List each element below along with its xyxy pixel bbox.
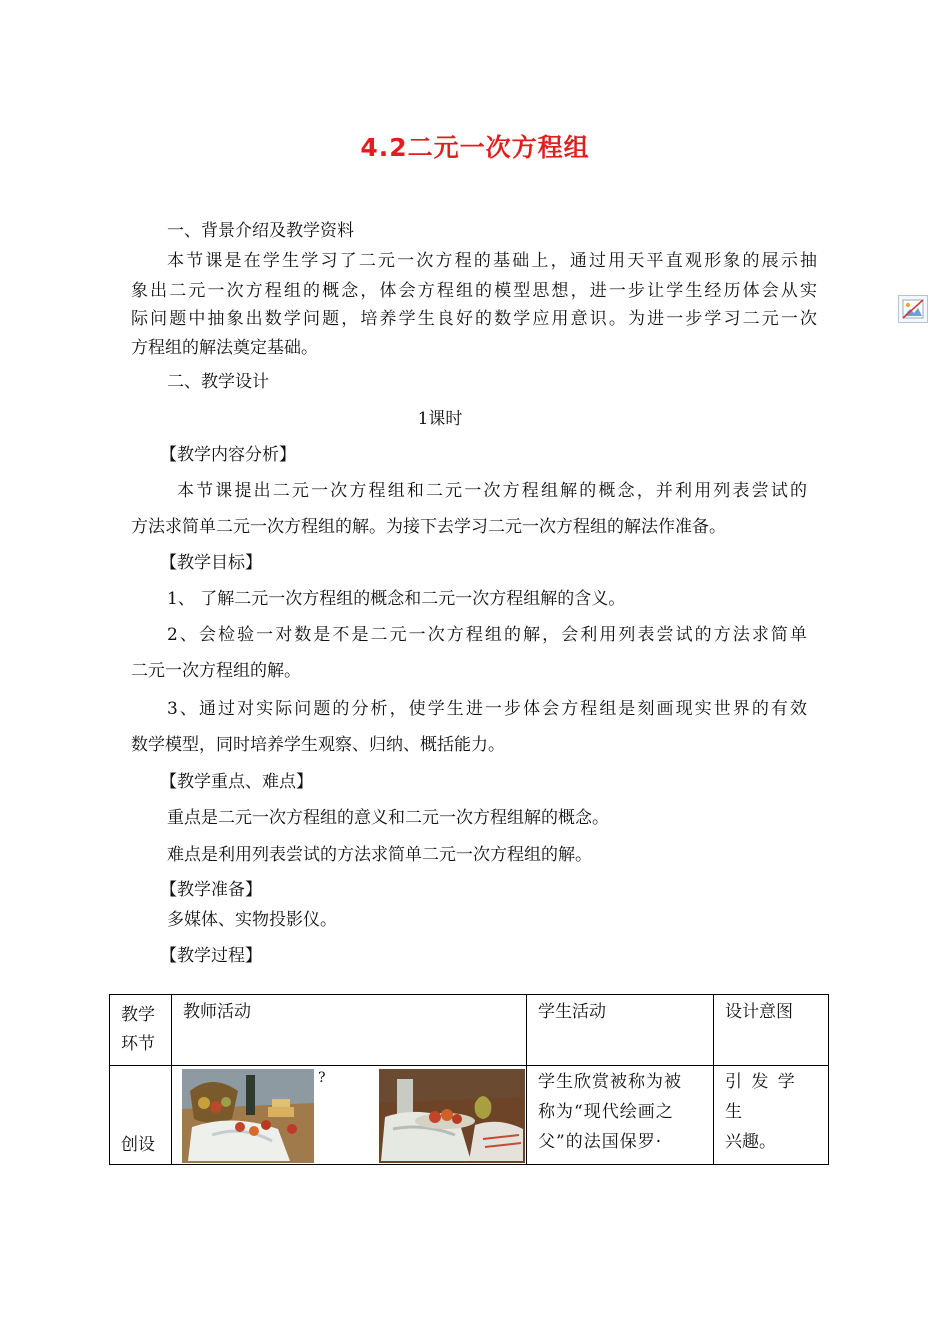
goal-2-line-1: 2、会检验一对数是不是二元一次方程组的解，会利用列表尝试的方法求简单	[167, 625, 807, 645]
goal-3-line-2: 数学模型，同时培养学生观察、归纳、概括能力。	[131, 735, 505, 755]
still-life-fruit-plate-painting	[379, 1069, 525, 1163]
still-life-apple-basket-painting	[182, 1069, 314, 1163]
section-1-line-3: 际问题中抽象出数学问题，培养学生良好的数学应用意识。为进一步学习二元一次	[131, 309, 817, 329]
table-row	[110, 1066, 829, 1165]
section-1-line-2: 象出二元一次方程组的概念，体会方程组的模型思想，进一步让学生经历体会从实	[131, 281, 817, 301]
row1-question-mark: ?	[318, 1070, 326, 1086]
row1-student-line-2: 称为“现代绘画之	[538, 1102, 674, 1122]
heading-key-points: 【教学重点、难点】	[160, 772, 313, 792]
heading-content-analysis: 【教学内容分析】	[160, 445, 296, 465]
header-intent-label: 设计意图	[725, 1002, 793, 1022]
header-stage-line-1: 教学	[121, 1005, 155, 1025]
section-1-line-1: 本节课是在学生学习了二元一次方程的基础上，通过用天平直观形象的展示抽	[167, 251, 817, 271]
header-student	[527, 995, 714, 1066]
header-stage-line-2: 环节	[121, 1034, 155, 1054]
row1-intent-line-2: 兴趣。	[725, 1132, 776, 1152]
header-student-label: 学生活动	[538, 1002, 606, 1022]
broken-image-icon	[898, 295, 928, 323]
row1-design-intent	[714, 1066, 829, 1165]
heading-goals: 【教学目标】	[160, 553, 262, 573]
key-point: 重点是二元一次方程组的意义和二元一次方程组解的概念。	[167, 808, 609, 828]
row1-student-line-1: 学生欣赏被称为被	[538, 1072, 682, 1092]
header-teacher	[172, 995, 527, 1066]
row1-teacher-activity	[172, 1066, 527, 1165]
content-line-2: 方法求简单二元一次方程组的解。为接下去学习二元一次方程组的解法作准备。	[131, 517, 726, 537]
goal-3-line-1: 3、通过对实际问题的分析，使学生进一步体会方程组是刻画现实世界的有效	[167, 699, 807, 719]
heading-preparation: 【教学准备】	[160, 880, 262, 900]
lesson-count: 1课时	[417, 409, 463, 429]
row1-stage	[110, 1066, 172, 1165]
row1-student-activity	[527, 1066, 714, 1165]
heading-process: 【教学过程】	[160, 946, 262, 966]
preparation-text: 多媒体、实物投影仪。	[167, 910, 337, 930]
content-line-1: 本节课提出二元一次方程组和二元一次方程组解的概念，并利用列表尝试的	[177, 481, 807, 501]
hard-point: 难点是利用列表尝试的方法求简单二元一次方程组的解。	[167, 845, 592, 865]
table-header-row	[110, 995, 829, 1066]
section-1-line-4: 方程组的解法奠定基础。	[131, 338, 318, 358]
goal-2-line-2: 二元一次方程组的解。	[131, 661, 301, 681]
header-intent	[714, 995, 829, 1066]
teaching-process-table	[109, 994, 829, 1165]
row1-intent-line-1: 引 发 学 生	[725, 1072, 797, 1122]
row1-stage-label: 创设	[121, 1135, 155, 1155]
section-2-heading: 二、教学设计	[167, 372, 269, 392]
header-stage	[110, 995, 172, 1066]
goal-1: 1、 了解二元一次方程组的概念和二元一次方程组解的含义。	[167, 589, 626, 609]
header-teacher-label: 教师活动	[183, 1002, 251, 1022]
page-title: 4.2二元一次方程组	[360, 133, 590, 162]
row1-student-line-3: 父”的法国保罗·	[538, 1132, 663, 1152]
section-1-heading: 一、背景介绍及教学资料	[167, 221, 354, 241]
